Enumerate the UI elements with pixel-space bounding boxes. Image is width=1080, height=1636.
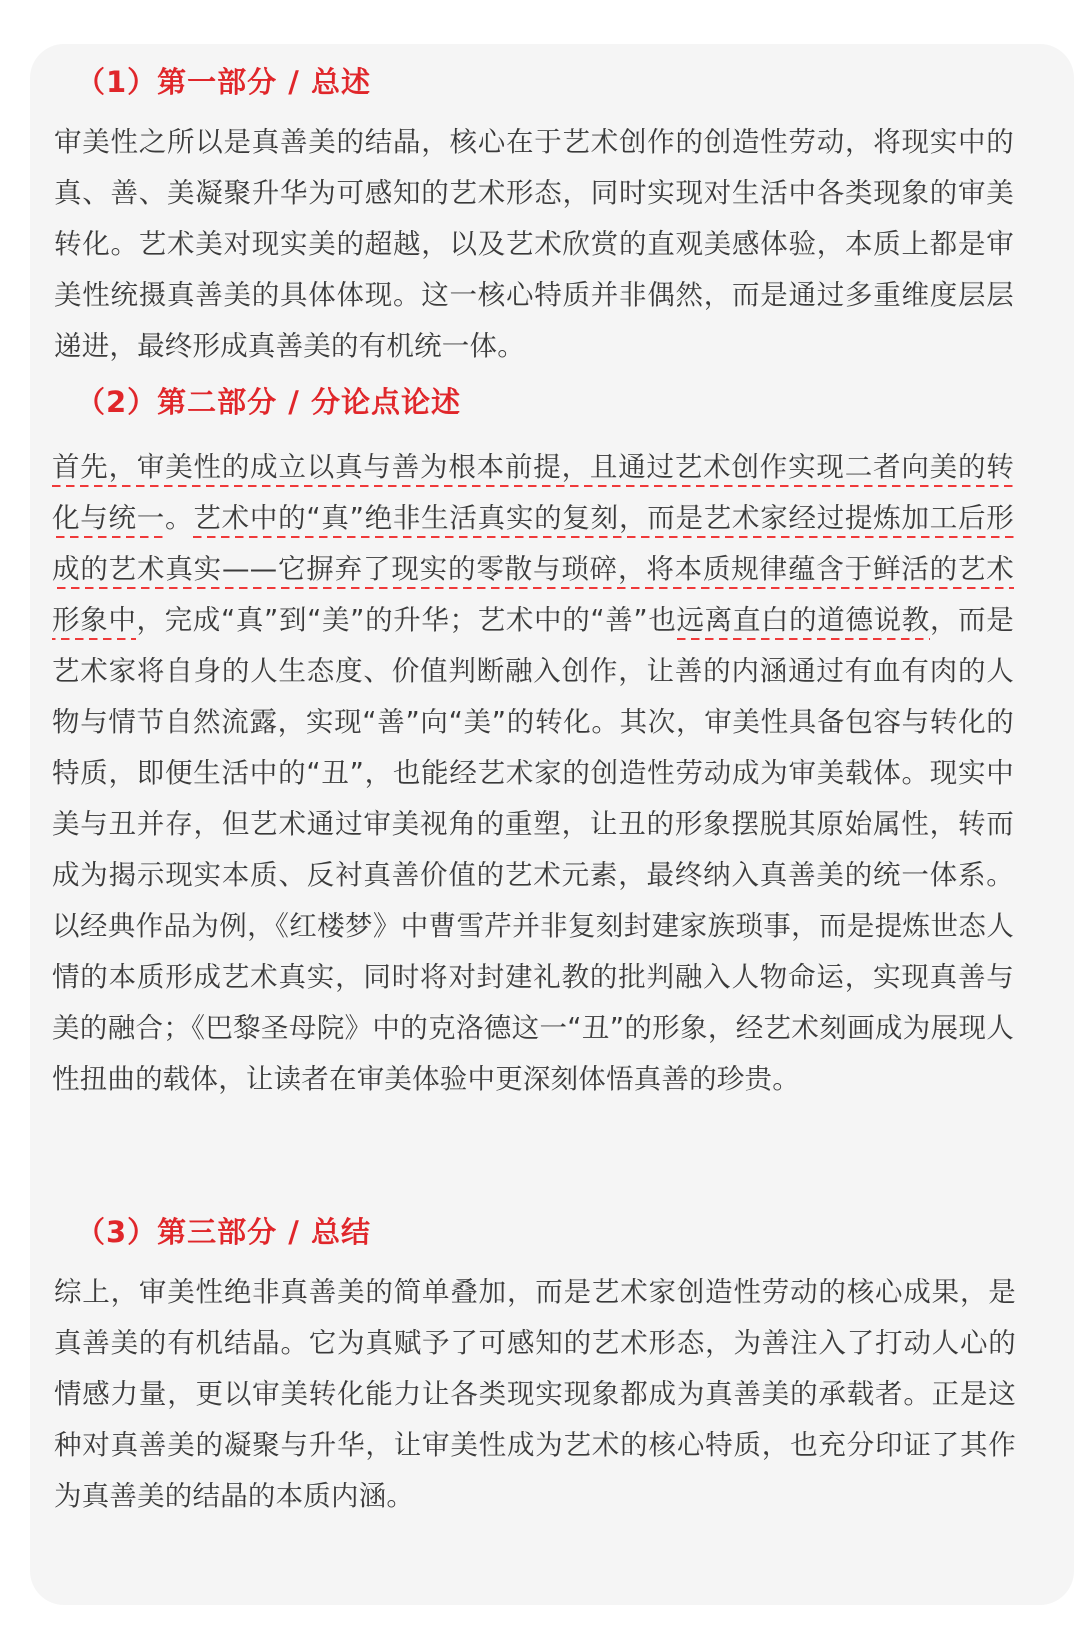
section-2-text: ，而是艺术家将自身的人生态度、价值判断融入创作，让善的内涵通过有血有肉的人物与情节自然流露，实现“善”向“美”的转化。其次，审美性具备包容与转化的特质，即便生活中的“丑”，也能经艺术家的创造性劳动成为审美载体。现实中美与丑并存，但艺术通过审美视角的重塑，让丑的形象摆脱其原始属性，转而成为揭示现实本质、反衬真善价值的艺术元素，最终纳入真善美的统一体系。以经典作品为例，《红楼梦》中曹雪芹并非复刻封建家族琐事，而是提炼世态人情的本质形成艺术真实，同时将对封建礼教的批判融入人物命运，实现真善与美的融合；《巴黎圣母院》中的克洛德这一“丑”的形象，经艺术刻画成为展现人性扭曲的载体，让读者在审美体验中更深刻体悟真善的珍贵。	[52, 604, 1014, 1095]
section-1-heading: （1）第一部分 / 总述	[76, 65, 371, 99]
section-2-paragraph	[52, 442, 1014, 1105]
section-2-heading: （2）第二部分 / 分论点论述	[76, 385, 461, 419]
highlight-phrase: 艺术中的“真”绝非生活真实的复刻，而是艺术家经过提炼加工后形成的艺术真实——它摒弃了现实的零散与琐碎，将本质规律蕴含于鲜活的艺术形象中	[52, 502, 1014, 640]
highlight-phrase: 远离直白的道德说教	[677, 604, 930, 640]
highlight-phrase: 首先，审美性的成立以真与善为根本前提，且通过艺术创作实现二者向美的转化与统一	[52, 451, 1014, 538]
essay-card	[30, 44, 1074, 1605]
section-3-heading: （3）第三部分 / 总结	[76, 1215, 371, 1249]
section-1-paragraph: 审美性之所以是真善美的结晶，核心在于艺术创作的创造性劳动，将现实中的真、善、美凝聚升华为可感知的艺术形态，同时实现对生活中各类现象的审美转化。艺术美对现实美的超越，以及艺术欣赏的直观美感体验，本质上都是审美性统摄真善美的具体体现。这一核心特质并非偶然，而是通过多重维度层层递进，最终形成真善美的有机统一体。	[54, 126, 1014, 362]
section-2-text: ，完成“真”到“美”的升华；艺术中的“善”也	[136, 604, 677, 636]
section-2-text: 。	[165, 502, 194, 534]
section-3-paragraph: 综上，审美性绝非真善美的简单叠加，而是艺术家创造性劳动的核心成果，是真善美的有机结晶。它为真赋予了可感知的艺术形态，为善注入了打动人心的情感力量，更以审美转化能力让各类现实现象都成为真善美的承载者。正是这种对真善美的凝聚与升华，让审美性成为艺术的核心特质，也充分印证了其作为真善美的结晶的本质内涵。	[54, 1276, 1016, 1512]
